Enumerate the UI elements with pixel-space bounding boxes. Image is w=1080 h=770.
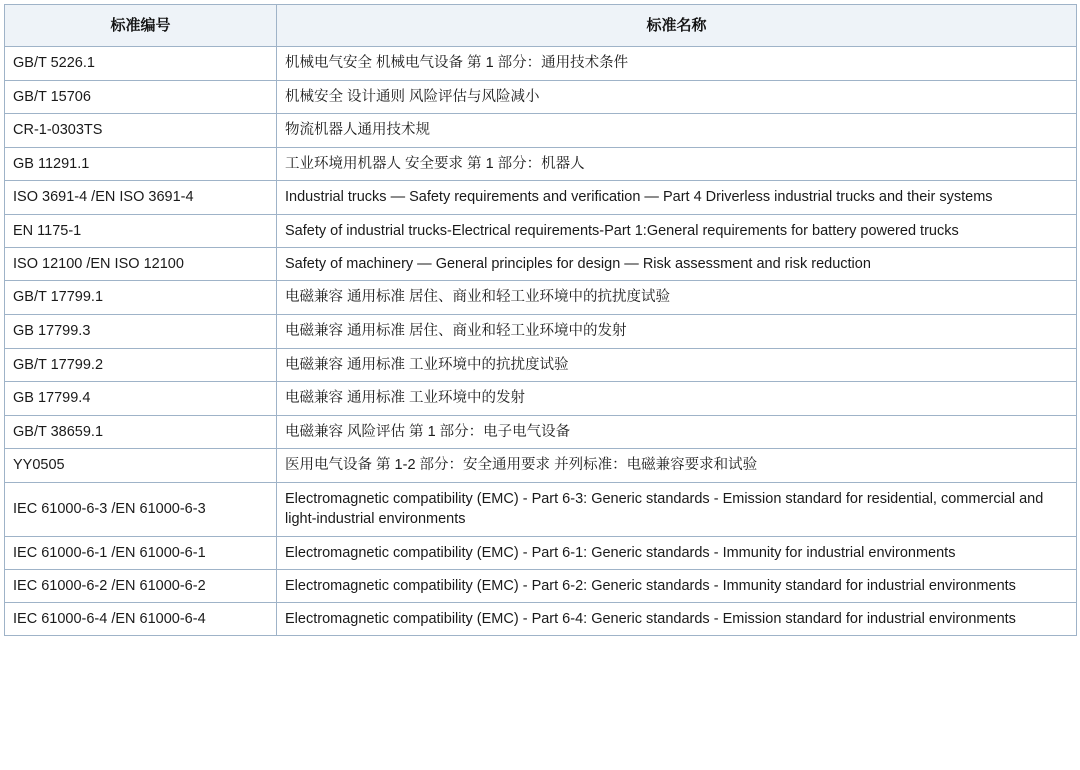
cell-standard-name: 电磁兼容 通用标准 工业环境中的抗扰度试验: [277, 348, 1077, 382]
cell-standard-name: 机械安全 设计通则 风险评估与风险减小: [277, 80, 1077, 114]
table-row: [5, 603, 1077, 636]
cell-standard-code: IEC 61000-6-4 /EN 61000-6-4: [5, 603, 277, 636]
table-row: [5, 348, 1077, 382]
cell-standard-name: 物流机器人通用技术规: [277, 114, 1077, 148]
cell-standard-name: Safety of industrial trucks-Electrical requirements-Part 1:General requirements for battery powered trucks: [277, 214, 1077, 247]
table-row: [5, 315, 1077, 349]
table-row: [5, 281, 1077, 315]
column-header-standard-name: 标准名称: [277, 5, 1077, 47]
cell-standard-code: CR-1-0303TS: [5, 114, 277, 148]
cell-standard-name: Industrial trucks — Safety requirements and verification — Part 4 Driverless industrial trucks and their systems: [277, 181, 1077, 214]
cell-standard-code: GB 17799.3: [5, 315, 277, 349]
cell-standard-code: ISO 3691-4 /EN ISO 3691-4: [5, 181, 277, 214]
cell-standard-name: Electromagnetic compatibility (EMC) - Part 6-1: Generic standards - Immunity for industrial environments: [277, 536, 1077, 569]
table-row: [5, 181, 1077, 214]
standards-table: [4, 4, 1077, 636]
table-body: [5, 47, 1077, 636]
table-row: [5, 482, 1077, 536]
cell-standard-name: Safety of machinery — General principles for design — Risk assessment and risk reduction: [277, 247, 1077, 281]
table-row: [5, 382, 1077, 416]
table-header: [5, 5, 1077, 47]
cell-standard-code: GB 17799.4: [5, 382, 277, 416]
table-row: [5, 449, 1077, 483]
cell-standard-name: 机械电气安全 机械电气设备 第 1 部分：通用技术条件: [277, 47, 1077, 81]
column-header-standard-code: 标准编号: [5, 5, 277, 47]
cell-standard-name: 工业环境用机器人 安全要求 第 1 部分：机器人: [277, 147, 1077, 181]
cell-standard-code: GB/T 17799.2: [5, 348, 277, 382]
cell-standard-code: IEC 61000-6-3 /EN 61000-6-3: [5, 482, 277, 536]
cell-standard-code: YY0505: [5, 449, 277, 483]
cell-standard-name: Electromagnetic compatibility (EMC) - Part 6-3: Generic standards - Emission standard for residential, commercial and light-industrial environments: [277, 482, 1077, 536]
cell-standard-name: 电磁兼容 通用标准 工业环境中的发射: [277, 382, 1077, 416]
table-header-row: [5, 5, 1077, 47]
table-row: [5, 247, 1077, 281]
cell-standard-code: GB/T 38659.1: [5, 415, 277, 449]
cell-standard-code: GB/T 15706: [5, 80, 277, 114]
cell-standard-name: Electromagnetic compatibility (EMC) - Part 6-2: Generic standards - Immunity standard for industrial environments: [277, 569, 1077, 602]
cell-standard-name: 医用电气设备 第 1-2 部分：安全通用要求 并列标准：电磁兼容要求和试验: [277, 449, 1077, 483]
cell-standard-code: GB/T 5226.1: [5, 47, 277, 81]
table-row: [5, 114, 1077, 148]
cell-standard-code: EN 1175-1: [5, 214, 277, 247]
cell-standard-name: 电磁兼容 通用标准 居住、商业和轻工业环境中的发射: [277, 315, 1077, 349]
table-row: [5, 569, 1077, 602]
cell-standard-code: IEC 61000-6-2 /EN 61000-6-2: [5, 569, 277, 602]
cell-standard-code: IEC 61000-6-1 /EN 61000-6-1: [5, 536, 277, 569]
cell-standard-name: Electromagnetic compatibility (EMC) - Part 6-4: Generic standards - Emission standard for industrial environments: [277, 603, 1077, 636]
table-row: [5, 214, 1077, 247]
cell-standard-name: 电磁兼容 风险评估 第 1 部分：电子电气设备: [277, 415, 1077, 449]
table-row: [5, 80, 1077, 114]
table-row: [5, 415, 1077, 449]
cell-standard-code: GB/T 17799.1: [5, 281, 277, 315]
cell-standard-name: 电磁兼容 通用标准 居住、商业和轻工业环境中的抗扰度试验: [277, 281, 1077, 315]
cell-standard-code: ISO 12100 /EN ISO 12100: [5, 247, 277, 281]
cell-standard-code: GB 11291.1: [5, 147, 277, 181]
table-row: [5, 536, 1077, 569]
table-row: [5, 47, 1077, 81]
table-row: [5, 147, 1077, 181]
